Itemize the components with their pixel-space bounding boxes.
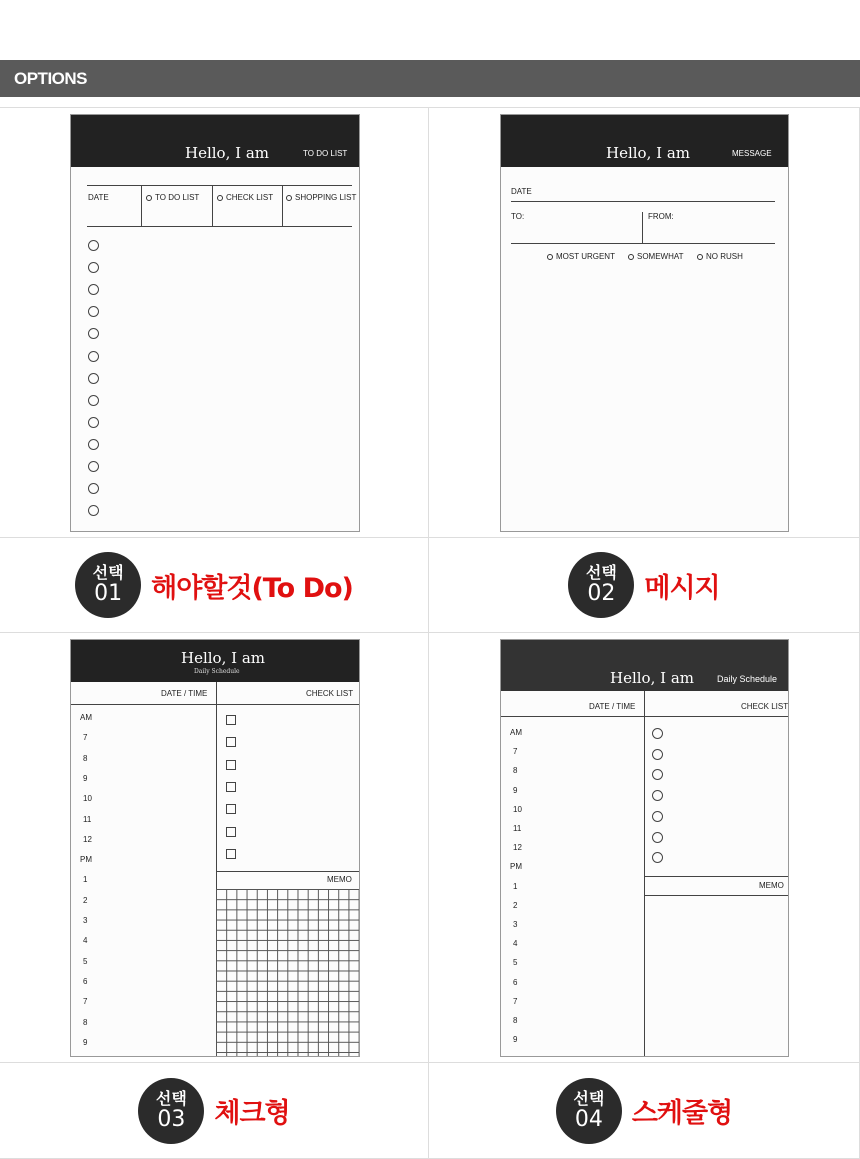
badge-number: 02 [587, 581, 616, 606]
badge-label: 선택 [585, 563, 617, 582]
hour-label: 10 [513, 804, 522, 814]
hour-label: 1 [513, 881, 518, 891]
hour-label: 8 [513, 1016, 518, 1025]
hour-label: 3 [513, 920, 518, 929]
option-title: 메시지 [644, 572, 720, 604]
hour-label: 9 [83, 1037, 88, 1047]
hour-label: 9 [513, 785, 518, 795]
circle-icon [88, 240, 99, 251]
circle-icon [88, 483, 99, 494]
hello-text: Hello, I am [185, 144, 269, 162]
divider [644, 691, 645, 1057]
divider [644, 895, 789, 896]
notepad-label: MESSAGE [732, 149, 772, 158]
hello-text: Hello, I am [610, 669, 694, 687]
schedule-notepad-image [500, 639, 789, 1057]
message-notepad-image [500, 114, 789, 532]
hour-label: PM [80, 855, 92, 865]
badge-number: 01 [94, 581, 123, 606]
badge-label: 선택 [155, 1088, 187, 1108]
checkbox-icon [226, 827, 236, 837]
option-1-image-cell[interactable] [0, 108, 429, 538]
hour-label: 2 [83, 895, 88, 905]
circle-icon [652, 832, 663, 843]
circle-icon [88, 417, 99, 428]
circle-icon [88, 328, 99, 339]
hello-text: Hello, I am [606, 144, 690, 162]
col-todo: TO DO LIST [146, 193, 199, 202]
circle-icon [652, 790, 663, 801]
circle-icon [88, 351, 99, 362]
option-badge [556, 1078, 622, 1144]
hour-label: AM [80, 713, 92, 722]
divider [87, 185, 352, 186]
circle-icon [88, 439, 99, 450]
options-grid [0, 107, 860, 1158]
hour-label: AM [510, 728, 522, 737]
hello-text: Hello, I am [181, 649, 265, 667]
col-check: CHECK LIST [217, 193, 273, 202]
circle-icon [88, 262, 99, 273]
circle-icon [652, 769, 663, 780]
hour-label: 12 [83, 834, 92, 844]
check-list-label: CHECK LIST [306, 689, 354, 698]
divider [141, 185, 142, 227]
notepad-header [501, 115, 788, 167]
option-badge [568, 552, 634, 618]
badge-number: 03 [157, 1106, 186, 1132]
checkbox-icon [226, 760, 236, 770]
hour-label: 5 [83, 956, 88, 966]
hour-label: 11 [513, 824, 522, 833]
priority-most-urgent: MOST URGENT [547, 252, 615, 261]
hour-label: 7 [83, 733, 88, 743]
subtitle: Daily Schedule [194, 668, 240, 675]
divider [87, 226, 352, 227]
option-4-caption[interactable] [429, 1063, 860, 1159]
hour-label: 4 [513, 939, 518, 949]
circle-icon [88, 373, 99, 384]
option-3-caption[interactable] [0, 1063, 429, 1159]
hour-label: 10 [83, 794, 92, 804]
checkbox-icon [226, 804, 236, 814]
option-title: 체크형 [214, 1098, 290, 1129]
circle-icon [652, 852, 663, 863]
priority-no-rush: NO RUSH [697, 252, 743, 261]
divider [642, 212, 643, 244]
option-2-caption[interactable] [429, 538, 860, 633]
circle-icon [88, 306, 99, 317]
divider [282, 185, 283, 227]
hour-label: 5 [513, 958, 518, 968]
memo-label: MEMO [327, 875, 352, 884]
date-label: DATE [511, 187, 532, 196]
options-header: OPTIONS [0, 60, 860, 97]
hour-label: PM [510, 862, 522, 872]
checkbox-icon [226, 737, 236, 747]
check-schedule-notepad-image [70, 639, 360, 1057]
hour-label: 9 [83, 773, 88, 783]
hour-label: 6 [513, 977, 518, 987]
circle-icon [652, 749, 663, 760]
checkbox-icon [226, 715, 236, 725]
option-title: 해야할것(To Do) [151, 572, 353, 604]
hour-label: 12 [513, 843, 522, 853]
to-label: TO: [511, 212, 525, 221]
badge-number: 04 [574, 1106, 603, 1132]
circle-icon [88, 284, 99, 295]
checkbox-icon [226, 782, 236, 792]
divider [212, 185, 213, 227]
memo-label: MEMO [759, 881, 784, 890]
from-label: FROM: [648, 212, 674, 221]
notepad-header [71, 640, 359, 682]
option-4-image-cell[interactable] [429, 633, 860, 1063]
checkbox-icon [226, 849, 236, 859]
hour-label: 8 [513, 766, 518, 776]
priority-somewhat: SOMEWHAT [628, 252, 684, 261]
notepad-header [501, 640, 788, 691]
hour-label: 1 [83, 875, 88, 885]
option-badge [138, 1078, 204, 1144]
date-time-label: DATE / TIME [161, 689, 208, 698]
divider [216, 871, 360, 872]
hour-label: 8 [83, 1017, 88, 1027]
circle-icon [88, 395, 99, 406]
memo-grid [216, 889, 360, 1057]
hour-label: 2 [513, 900, 518, 910]
divider [501, 716, 789, 717]
col-shopping: SHOPPING LIST [286, 193, 356, 202]
circle-icon [652, 811, 663, 822]
notepad-header [71, 115, 359, 167]
circle-icon [88, 505, 99, 516]
hour-label: 6 [83, 976, 88, 986]
check-list-label: CHECK LIST [741, 702, 789, 711]
badge-label: 선택 [573, 1088, 605, 1108]
divider [511, 243, 775, 244]
divider [644, 876, 789, 877]
hour-label: 7 [83, 997, 88, 1007]
hour-label: 4 [83, 936, 88, 946]
todo-notepad-image [70, 114, 360, 532]
option-title: 스케줄형 [631, 1098, 733, 1129]
badge-label: 선택 [92, 563, 124, 582]
circle-icon [652, 728, 663, 739]
col-date: DATE [88, 193, 109, 202]
hour-label: 7 [513, 747, 518, 757]
hour-label: 8 [83, 753, 88, 763]
hour-label: 11 [83, 814, 92, 824]
option-2-image-cell[interactable] [429, 108, 860, 538]
divider [511, 201, 775, 202]
date-time-label: DATE / TIME [589, 702, 636, 711]
option-1-caption[interactable] [0, 538, 429, 633]
option-badge [75, 552, 141, 618]
notepad-label: TO DO LIST [303, 149, 348, 158]
hour-label: 7 [513, 996, 518, 1006]
subtitle: Daily Schedule [717, 674, 778, 684]
hour-label: 9 [513, 1035, 518, 1045]
option-3-image-cell[interactable] [0, 633, 429, 1063]
circle-icon [88, 461, 99, 472]
hour-label: 3 [83, 916, 88, 925]
